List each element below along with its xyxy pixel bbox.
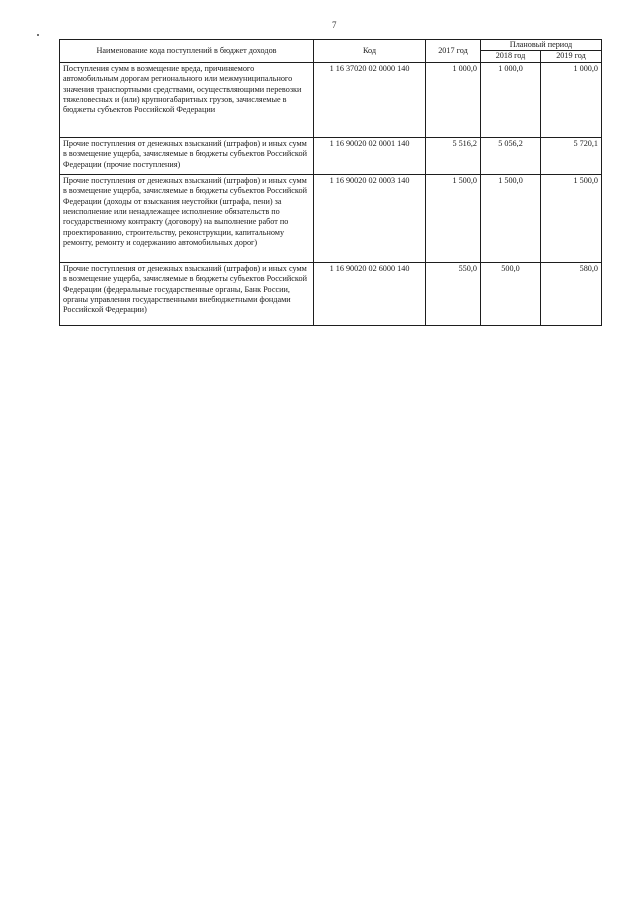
row-name: Прочие поступления от денежных взысканий (штрафов) и иных сумм в возмещение ущерба, зачисляемые в бюджеты субъектов Российской Федерации (федеральные государственные органы, Банк России, органы управления государственными внебюджетными фондами Российской Федерации) [60, 262, 314, 325]
row-name: Прочие поступления от денежных взысканий (штрафов) и иных сумм в возмещение ущерба, зачисляемые в бюджеты субъектов Российской Федерации (прочие поступления) [60, 137, 314, 174]
row-name: Прочие поступления от денежных взысканий (штрафов) и иных сумм в возмещение ущерба, зачисляемые в бюджеты субъектов Российской Федерации (доходы от взыскания неустойки (штрафа, пени) за неисполнение или ненадлежащее исполнение обязательств по государственному контракту (договору) на выполнение работ по проектированию, строительству, реконструкции, капитальному ремонту, ремонту и содержанию автомобильных дорог) [60, 174, 314, 262]
revenue-table [59, 39, 602, 326]
row-value-2017: 5 516,2 [426, 137, 481, 174]
row-name: Поступления сумм в возмещение вреда, причиняемого автомобильным дорогам регионального или межмуниципального значения транспортными средствами, осуществляющими перевозки тяжеловесных и (или) крупногабаритных грузов, зачисляемые в бюджеты субъектов Российской Федерации [60, 62, 314, 137]
table-row [60, 174, 602, 262]
row-code: 1 16 37020 02 0000 140 [314, 62, 426, 137]
row-value-2019: 1 500,0 [541, 174, 602, 262]
row-value-2018: 5 056,2 [481, 137, 541, 174]
row-code: 1 16 90020 02 0001 140 [314, 137, 426, 174]
table-row [60, 262, 602, 325]
table-row [60, 62, 602, 137]
table-row [60, 137, 602, 174]
row-value-2017: 1 500,0 [426, 174, 481, 262]
row-value-2018: 1 000,0 [481, 62, 541, 137]
row-value-2018: 1 500,0 [481, 174, 541, 262]
row-value-2019: 5 720,1 [541, 137, 602, 174]
page-number: 7 [332, 20, 337, 30]
row-value-2019: 1 000,0 [541, 62, 602, 137]
header-year-2017: 2017 год [426, 40, 481, 63]
header-name: Наименование кода поступлений в бюджет доходов [60, 40, 314, 63]
header-code: Код [314, 40, 426, 63]
table-header-row [60, 40, 602, 51]
scan-speck [37, 34, 39, 36]
row-value-2017: 1 000,0 [426, 62, 481, 137]
header-year-2019: 2019 год [541, 51, 602, 62]
row-value-2018: 500,0 [481, 262, 541, 325]
row-value-2017: 550,0 [426, 262, 481, 325]
header-year-2018: 2018 год [481, 51, 541, 62]
row-value-2019: 580,0 [541, 262, 602, 325]
row-code: 1 16 90020 02 6000 140 [314, 262, 426, 325]
header-planned-period: Плановый период [481, 40, 602, 51]
row-code: 1 16 90020 02 0003 140 [314, 174, 426, 262]
